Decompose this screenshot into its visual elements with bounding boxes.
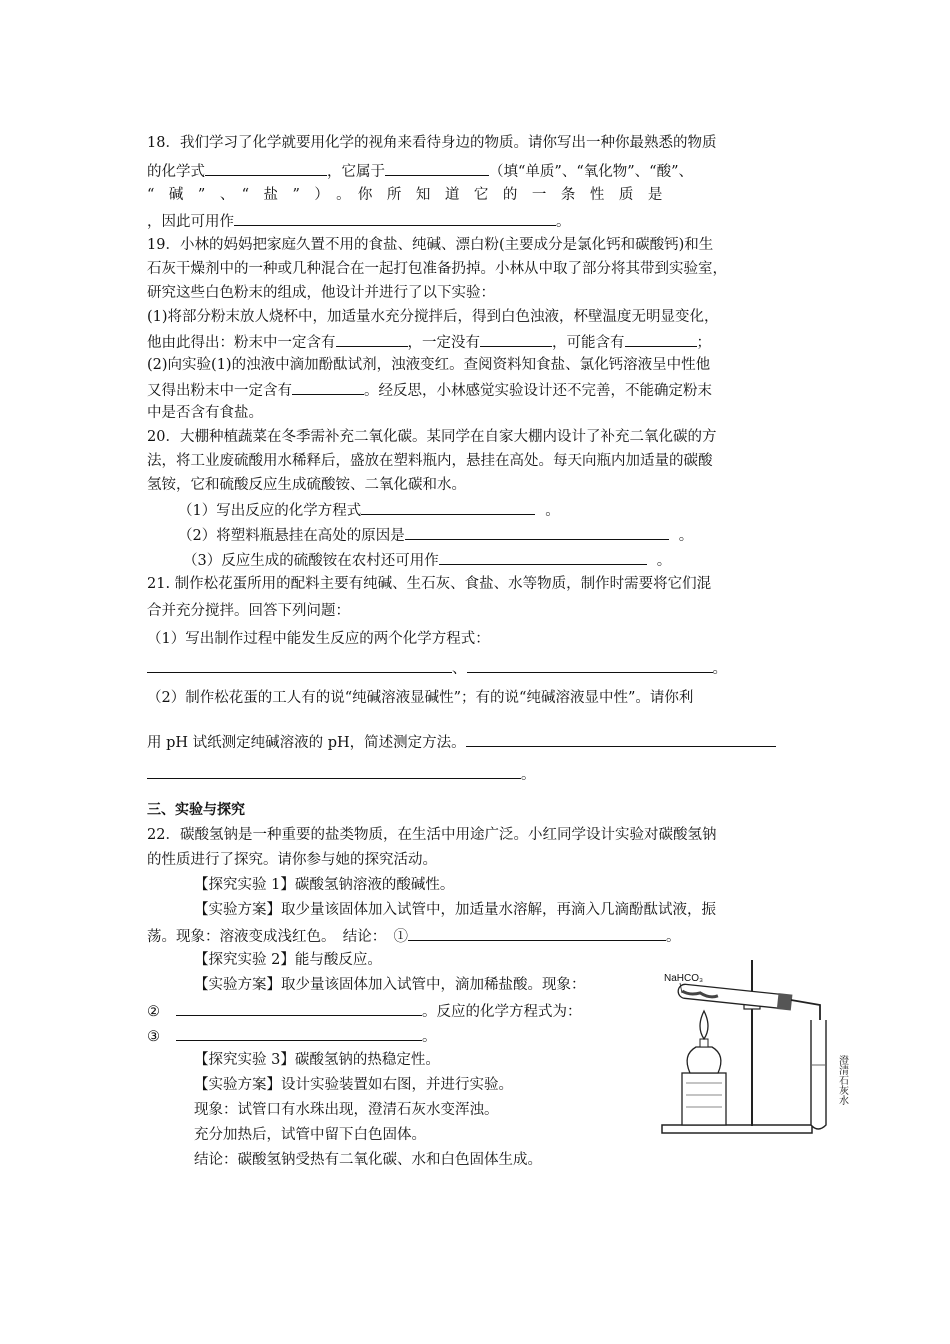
heating-apparatus-figure	[660, 955, 850, 1140]
q20-use-blank[interactable]	[439, 549, 647, 565]
q22-experiment-1: 【探究实验 1】碳酸氢钠溶液的酸碱性。	[194, 877, 455, 893]
q22-phenomenon-blank[interactable]	[176, 1000, 422, 1016]
q20-sub-3-label: （3）反应生成的硫酸铵在农村还可用作	[183, 553, 439, 569]
q20-sub-2-label: （2）将塑料瓶悬挂在高处的原因是	[178, 528, 405, 544]
receiving-tube	[811, 1020, 826, 1129]
q19-not-blank[interactable]	[480, 331, 552, 347]
q18-category-blank[interactable]	[385, 160, 489, 176]
q19-line-2: 石灰干燥剂中的一种或几种混合在一起打包准备扔掉。小林从中取了部分将其带到实验室，	[147, 261, 727, 277]
q22-experiment-2: 【探究实验 2】能与酸反应。	[194, 952, 382, 968]
q22-marker-2: ②	[147, 1004, 160, 1020]
q18-end: 。	[556, 214, 571, 230]
q22-observation-1: 现象：试管口有水珠出现，澄清石灰水变浑浊。	[194, 1102, 499, 1118]
q22-equation-label: 。反应的化学方程式为：	[422, 1004, 582, 1020]
q20-reason-blank[interactable]	[405, 524, 669, 540]
q18-use-label: ，因此可用作	[147, 214, 234, 230]
q18-line-3: “ 碱 ” 、 “ 盐 ” ） 。 你 所 知 道 它 的 一 条 性 质 是	[147, 187, 663, 203]
section-heading: 三、实验与探究	[147, 802, 245, 818]
lamp-block	[682, 1073, 726, 1125]
q18-use-blank[interactable]	[234, 210, 556, 226]
q21-sub-1: （1）写出制作过程中能发生反应的两个化学方程式：	[147, 631, 490, 647]
q19-line-4: (1)将部分粉末放人烧杯中，加适量水充分搅拌后，得到白色浊液，杯壁温度无明显变化，	[147, 309, 719, 325]
q21-method-end: 。	[521, 767, 536, 783]
q21-method-label: 用 pH 试纸测定纯碱溶液的 pH，简述测定方法。	[147, 735, 466, 751]
q21-method-blank-2[interactable]	[147, 763, 521, 779]
q22-plan-3: 【实验方案】设计实验装置如右图，并进行实验。	[194, 1077, 513, 1093]
q20-sub-3-end: 。	[656, 553, 672, 569]
q21-line-2: 合并充分搅拌。回答下列问题：	[147, 603, 350, 619]
q21-method-line-2	[147, 763, 536, 785]
flame	[700, 1011, 708, 1039]
q21-sub-2: （2）制作松花蛋的工人有的说“纯碱溶液显碱性”；有的说“纯碱溶液显中性”。请你利	[147, 690, 694, 706]
q20-line-2: 法，将工业废硫酸用水稀释后，盛放在塑料瓶内，悬挂在高处。每天向瓶内加适量的碳酸	[147, 453, 713, 469]
q20-sub-1-label: （1）写出反应的化学方程式	[178, 503, 362, 519]
q21-line-1: 21. 制作松花蛋所用的配料主要有纯碱、生石灰、食盐、水等物质，制作时需要将它们混	[147, 576, 712, 592]
q22-marker-3: ③	[147, 1029, 160, 1045]
q22-plan-1-cont	[147, 925, 681, 947]
q22-line-2: 的性质进行了探究。请你参与她的探究活动。	[147, 852, 437, 868]
q18-formula-blank[interactable]	[205, 160, 327, 176]
q21-equation-1-blank[interactable]	[147, 657, 452, 673]
q18-line-4	[147, 210, 571, 232]
q19-line-7	[147, 379, 712, 401]
q21-separator: 、	[452, 661, 467, 677]
q20-sub-2	[178, 524, 693, 546]
q18-category-label: ，它属于	[327, 164, 385, 180]
q20-line-1: 20．大棚种植蔬菜在冬季需补充二氧化碳。某同学在自家大棚内设计了补充二氧化碳的方	[147, 429, 717, 445]
q22-equation-end: 。	[422, 1029, 437, 1045]
q21-equations-line	[147, 657, 727, 679]
limewater-label: 澄清石灰水	[836, 1055, 848, 1105]
q18-options: （填“单质”、“氧化物”、“酸”、	[489, 164, 693, 180]
q22-line-1: 22．碳酸氢钠是一种重要的盐类物质，在生活中用途广泛。小红同学设计实验对碳酸氢钠	[147, 827, 717, 843]
q19-maybe-blank[interactable]	[625, 331, 697, 347]
q20-sub-3	[183, 549, 671, 571]
q19-line-1: 19．小林的妈妈把家庭久置不用的食盐、纯碱、漂白粉(主要成分是氯化钙和碳酸钙)和生	[147, 237, 714, 253]
lamp-wick-holder	[700, 1039, 708, 1047]
q19-not-label: ，一定没有	[407, 335, 480, 351]
q18-line-1: 18．我们学习了化学就要用化学的视角来看待身边的物质。请你写出一种你最熟悉的物质	[147, 135, 717, 151]
q19-reflection: 。经反思，小林感觉实验设计还不完善，不能确定粉末	[364, 383, 712, 399]
q20-sub-1	[178, 499, 560, 521]
q20-sub-2-end: 。	[678, 528, 694, 544]
q18-formula-label: 的化学式	[147, 164, 205, 180]
test-tube	[677, 983, 792, 1011]
q19-line-6: (2)向实验(1)的浊液中滴加酚酞试剂，浊液变红。查阅资料知食盐、氯化钙溶液呈中性他	[147, 357, 711, 373]
stand-base	[662, 1125, 812, 1133]
q20-line-3: 氢铵，它和硫酸反应生成硫酸铵、二氧化碳和水。	[147, 477, 466, 493]
alcohol-lamp	[687, 1047, 721, 1073]
q22-experiment-3: 【探究实验 3】碳酸氢钠的热稳定性。	[194, 1052, 440, 1068]
q22-conclusion-end: 。	[666, 929, 681, 945]
q19-must-blank[interactable]	[336, 331, 408, 347]
q19-must-label: 他由此得出：粉末中一定含有	[147, 335, 336, 351]
q21-method-blank-1[interactable]	[466, 731, 776, 747]
q19-maybe-label: ，可能含有	[552, 335, 625, 351]
q22-conclusion-blank[interactable]	[408, 925, 666, 941]
q22-conclusion: 结论：碳酸氢钠受热有二氧化碳、水和白色固体生成。	[194, 1152, 542, 1168]
q18-line-2	[147, 160, 693, 182]
q19-line-5	[147, 331, 711, 353]
q21-equation-2-blank[interactable]	[467, 657, 713, 673]
q22-observation-2: 充分加热后，试管中留下白色固体。	[194, 1127, 426, 1143]
q20-equation-blank[interactable]	[361, 499, 535, 515]
q22-conclusion-label: 荡。现象：溶液变成浅红色。 结论： ①	[147, 929, 408, 945]
q21-equations-end: 。	[712, 661, 727, 677]
q22-plan-2: 【实验方案】取少量该固体加入试管中，滴加稀盐酸。现象：	[194, 977, 586, 993]
apparatus-drawing	[660, 955, 850, 1140]
q19-semicolon: ；	[696, 335, 711, 351]
q22-phenomenon-line	[147, 1000, 582, 1022]
q19-also-blank[interactable]	[292, 379, 364, 395]
q19-also-label: 又得出粉末中一定含有	[147, 383, 292, 399]
q22-plan-1: 【实验方案】取少量该固体加入试管中，加适量水溶解，再滴入几滴酚酞试液，振	[194, 902, 716, 918]
q19-line-8: 中是否含有食盐。	[147, 405, 263, 421]
q21-sub-3	[147, 731, 776, 753]
q22-equation-blank[interactable]	[176, 1025, 422, 1041]
reagent-label: NaHCO₃	[664, 973, 704, 984]
q22-equation-line	[147, 1025, 437, 1047]
q19-line-3: 研究这些白色粉末的组成，他设计并进行了以下实验：	[147, 285, 495, 301]
q20-sub-1-end: 。	[545, 503, 560, 519]
